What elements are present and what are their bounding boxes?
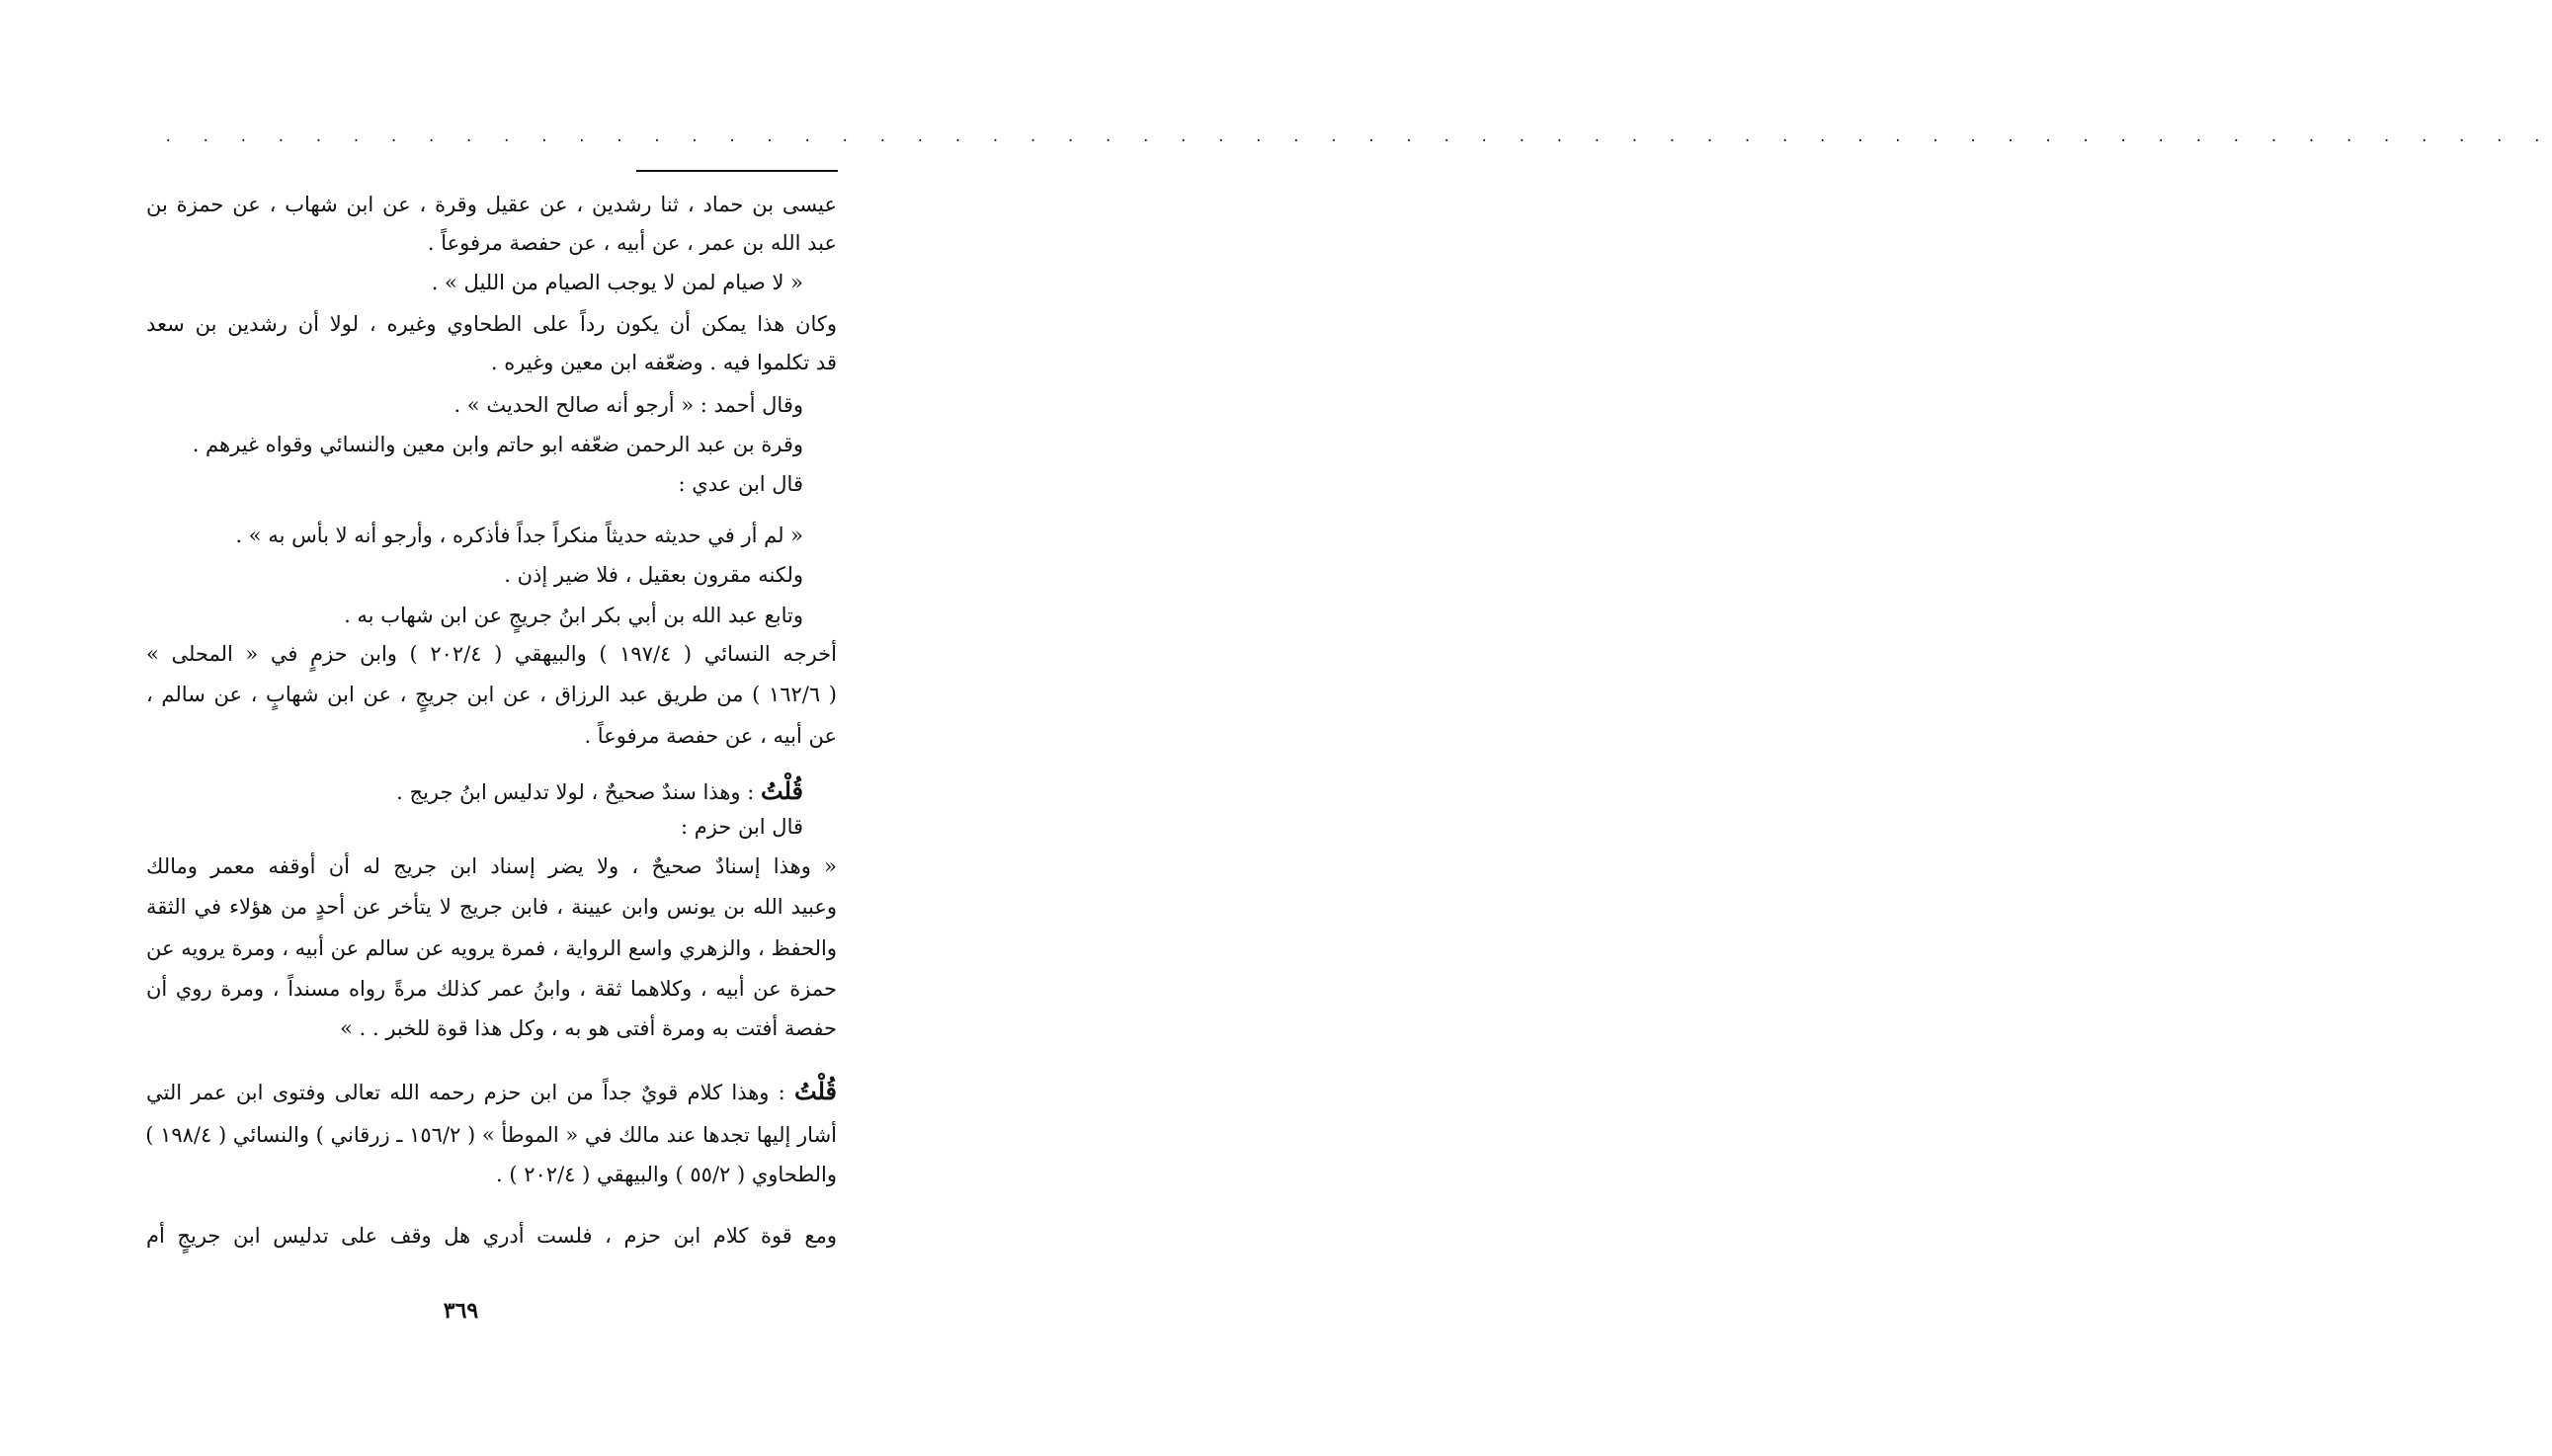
qultu-label: قُلْتُ (761, 776, 803, 805)
text-line: والطحاوي ( ٥٥/٢ ) والبيهقي ( ٢٠٢/٤ ) . (496, 1163, 837, 1186)
text-line: وعبيد الله بن يونس وابن عيينة ، فابن جريج لا يتأخر عن أحدٍ من هؤلاء في الثقة (146, 895, 837, 919)
text-line: أشار إليها تجدها عند مالك في « الموطأ » ( ١٥٦/٢ ـ زرقاني ) والنسائي ( ١٩٨/٤ ) (145, 1123, 837, 1147)
page-number: ٣٦٩ (443, 1298, 479, 1324)
dotted-separator: . . . . . . . . . . . . . . . . . . . . . . . . . . . . . . . . . . . . . . . . . . . . . . . . . . . . . . . . . . . . . . . . (164, 129, 2552, 145)
text-line: حمزة عن أبيه ، وكلاهما ثقة ، وابنُ عمر كذلك مرةً رواه مسنداً ، ومرة روي أن (146, 977, 837, 1001)
text-line: وقرة بن عبد الرحمن ضعّفه ابو حاتم وابن معين والنسائي وقواه غيرهم . (192, 433, 803, 456)
text-line: أخرجه النسائي ( ١٩٧/٤ ) والبيهقي ( ٢٠٢/٤ ) وابن حزمٍ في « المحلى » (146, 642, 837, 666)
qultu-label: قُلْتُ (794, 1077, 837, 1105)
text-line: وقال أحمد : « أرجو أنه صالح الحديث » . (453, 393, 803, 417)
text-line: حفصة أفتت به ومرة أفتى هو به ، وكل هذا قوة للخبر . . » (340, 1016, 837, 1040)
text-line: عبد الله بن عمر ، عن أبيه ، عن حفصة مرفوعاً . (427, 231, 837, 255)
footnote-rule (636, 170, 838, 172)
text-line: عيسى بن حماد ، ثنا رشدين ، عن عقيل وقرة ، عن ابن شهاب ، عن حمزة بن (146, 193, 837, 216)
text-line: قال ابن عدي : (678, 472, 803, 496)
text-line: قال ابن حزم : (680, 815, 803, 839)
text-line (396, 776, 803, 806)
text-line: وكان هذا يمكن أن يكون رداً على الطحاوي وغيره ، لولا أن رشدين بن سعد (146, 312, 837, 336)
text-line: « لا صيام لمن لا يوجب الصيام من الليل » . (431, 271, 803, 294)
qultu-text: : وهذا كلام قويٌ جداً من ابن حزم رحمه الله تعالى وفتوى ابن عمر التي (146, 1081, 785, 1104)
text-line: « وهذا إسنادٌ صحيحٌ ، ولا يضر إسناد ابن جريج له أن أوقفه معمر ومالك (146, 854, 837, 878)
text-line: عن أبيه ، عن حفصة مرفوعاً . (584, 724, 837, 748)
text-line: وتابع عبد الله بن أبي بكر ابنُ جريجٍ عن ابن شهاب به . (344, 604, 803, 627)
text-line: ومع قوة كلام ابن حزم ، فلست أدري هل وقف على تدليس ابن جريجٍ أم (146, 1224, 837, 1248)
text-line: قد تكلموا فيه . وضعّفه ابن معين وغيره . (490, 351, 837, 374)
qultu-text: : وهذا سندٌ صحيحٌ ، لولا تدليس ابنُ جريج . (396, 780, 755, 804)
text-line: ولكنه مقرون بعقيل ، فلا ضير إذن . (504, 563, 803, 587)
text-line: والحفظ ، والزهري واسع الرواية ، فمرة يرويه عن سالم عن أبيه ، ومرة يرويه عن (146, 936, 837, 960)
text-line: « لم أر في حديثه حديثاً منكراً جداً فأذكره ، وأرجو أنه لا بأس به » . (235, 524, 803, 547)
text-line: ( ١٦٢/٦ ) من طريق عبد الرزاق ، عن ابن جريجٍ ، عن ابن شهابٍ ، عن سالم ، (146, 683, 837, 706)
text-line (146, 1077, 837, 1106)
